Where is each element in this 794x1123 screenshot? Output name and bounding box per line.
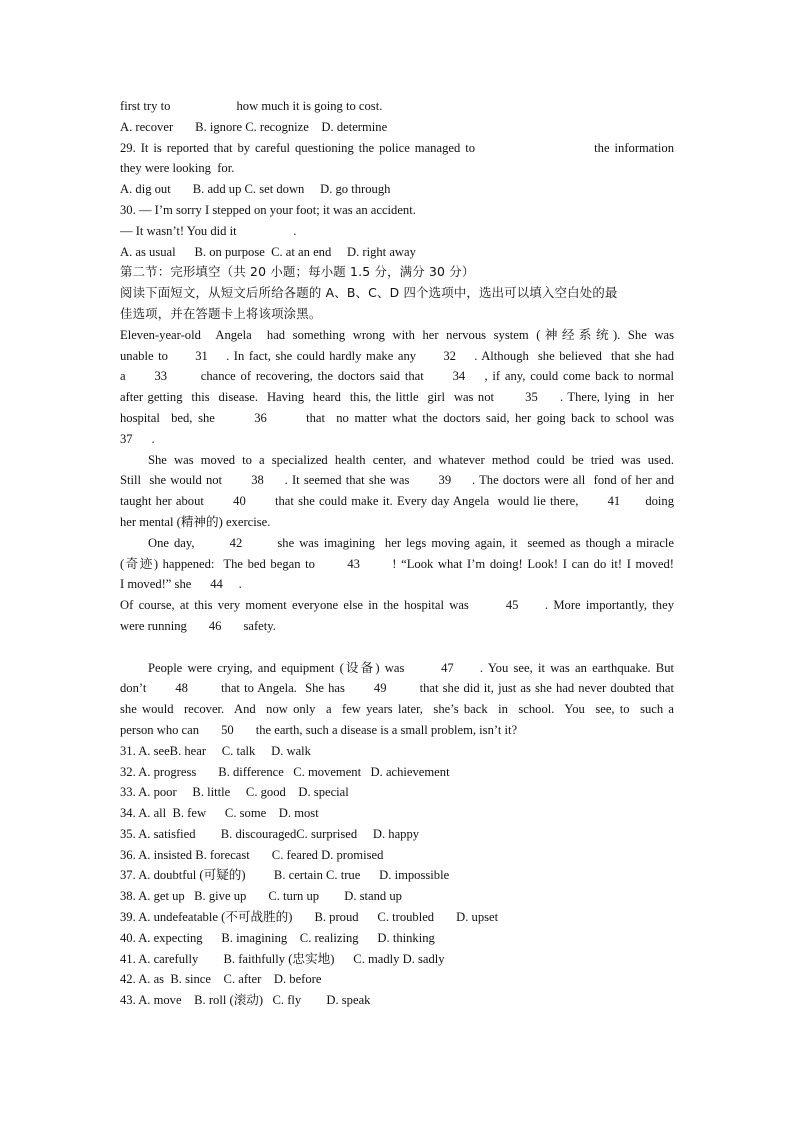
text-line: She was moved to a specialized health center, and whatever method could be tried was used.: [148, 452, 674, 467]
text-line: One day, 42 she was imagining her legs moving again, it seemed as though a miracle: [148, 535, 674, 550]
text-line: were running 46 safety.: [120, 618, 276, 633]
text-line: — It wasn’t! You did it .: [120, 223, 297, 238]
text-line: 42. A. as B. since C. after D. before: [120, 972, 322, 987]
text-line: hospital bed, she 36 that no matter what the doctors said, her going back to school was: [120, 410, 674, 425]
text-line: they were looking for.: [120, 161, 235, 176]
text-line: 29. It is reported that by careful questioning the police managed to the information: [120, 140, 674, 155]
text-line: I moved!” she 44 .: [120, 577, 242, 592]
text-line: taught her about 40 that she could make it. Every day Angela would lie there, 41 doing: [120, 494, 674, 509]
text-line: People were crying, and equipment (设备) was 47 . You see, it was an earthquake. But: [148, 660, 674, 675]
text-line: 40. A. expecting B. imagining C. realizing D. thinking: [120, 930, 435, 945]
text-line: 36. A. insisted B. forecast C. feared D. promised: [120, 847, 384, 862]
text-line: person who can 50 the earth, such a disease is a small problem, isn’t it?: [120, 722, 518, 737]
text-line: unable to 31 . In fact, she could hardly make any 32 . Although she believed that she had: [120, 348, 674, 363]
text-line: a 33 chance of recovering, the doctors said that 34 , if any, could come back to normal: [120, 369, 674, 384]
text-line: 39. A. undefeatable (不可战胜的) B. proud C. troubled D. upset: [120, 910, 499, 925]
exam-text-block: [120, 96, 674, 1011]
text-line: 35. A. satisfied B. discouragedC. surprised D. happy: [120, 826, 420, 841]
text-line: Still she would not 38 . It seemed that she was 39 . The doctors were all fond of her and: [120, 473, 674, 488]
section-instruction-line: 佳选项，并在答题卡上将该项涂黑。: [120, 305, 322, 321]
text-line: A. recover B. ignore C. recognize D. determine: [120, 119, 388, 134]
text-line: Of course, at this very moment everyone else in the hospital was 45 . More importantly, they: [120, 598, 674, 613]
text-line: A. dig out B. add up C. set down D. go through: [120, 182, 391, 197]
text-line: first try to how much it is going to cost.: [120, 99, 383, 113]
text-line: her mental (精神的) exercise.: [120, 514, 271, 529]
text-line: 43. A. move B. roll (滚动) C. fly D. speak: [120, 993, 371, 1008]
text-line: 34. A. all B. few C. some D. most: [120, 806, 319, 821]
text-line: Eleven-year-old Angela had something wrong with her nervous system (神经系统). She was: [120, 327, 674, 342]
section-instruction-line: 阅读下面短文，从短文后所给各题的 A、B、C、D 四个选项中，选出可以填入空白处的最: [120, 285, 618, 301]
text-line: don’t 48 that to Angela. She has 49 that she did it, just as she had never doubted that: [120, 681, 674, 696]
text-line: 30. — I’m sorry I stepped on your foot; it was an accident.: [120, 202, 416, 217]
text-line: 37 .: [120, 431, 155, 446]
text-line: 41. A. carefully B. faithfully (忠实地) C. madly D. sadly: [120, 951, 445, 966]
text-line: A. as usual B. on purpose C. at an end D. right away: [120, 244, 416, 259]
section-instruction-line: 第二节：完形填空（共 20 小题；每小题 1.5 分，满分 30 分）: [120, 264, 475, 280]
text-line: 38. A. get up B. give up C. turn up D. stand up: [120, 889, 402, 904]
text-line: 32. A. progress B. difference C. movement D. achievement: [120, 764, 450, 779]
text-line: after getting this disease. Having heard this, the little girl was not 35 . There, lying in her: [120, 390, 674, 405]
text-line: 31. A. seeB. hear C. talk D. walk: [120, 743, 311, 758]
text-line: (奇迹) happened: The bed began to 43 ! “Look what I’m doing! Look! I can do it! I moved!: [120, 556, 674, 571]
blank-line: [120, 637, 674, 658]
text-line: 33. A. poor B. little C. good D. special: [120, 785, 349, 800]
text-line: 37. A. doubtful (可疑的) B. certain C. true D. impossible: [120, 868, 450, 883]
text-line: she would recover. And now only a few years later, she’s back in school. You see, to such a: [120, 702, 674, 717]
